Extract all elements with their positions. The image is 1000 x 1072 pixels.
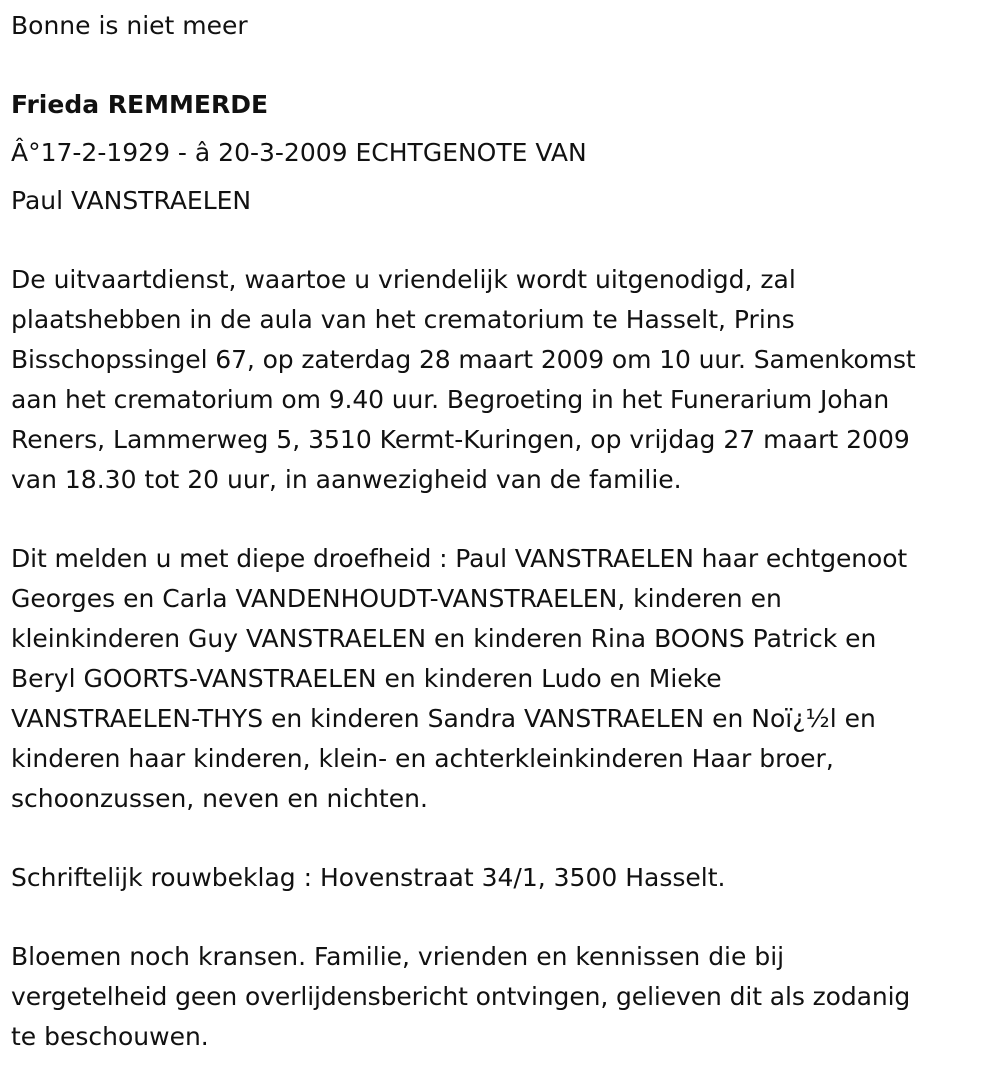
paragraph-line: Georges en Carla VANDENHOUDT-VANSTRAELEN, kinderen en	[11, 584, 782, 613]
ceremony-paragraph	[11, 260, 975, 500]
paragraph-line: kleinkinderen Guy VANSTRAELEN en kinderen Rina BOONS Patrick en	[11, 624, 877, 653]
paragraph-line: Reners, Lammerweg 5, 3510 Kermt-Kuringen, op vrijdag 27 maart 2009	[11, 425, 910, 454]
paragraph-line: Bloemen noch kransen. Familie, vrienden en kennissen die bij	[11, 942, 785, 971]
spacer	[11, 500, 975, 539]
life-dates: Â°17-2-1929 - â 20-3-2009 ECHTGENOTE VAN	[11, 138, 587, 167]
intro-line: Bonne is niet meer	[11, 11, 248, 40]
spouse-name: Paul VANSTRAELEN	[11, 186, 252, 215]
condolence-address: Schriftelijk rouwbeklag : Hovenstraat 34/1, 3500 Hasselt.	[11, 863, 726, 892]
paragraph-line: Beryl GOORTS-VANSTRAELEN en kinderen Ludo en Mieke	[11, 664, 722, 693]
paragraph-line: plaatshebben in de aula van het crematorium te Hasselt, Prins	[11, 305, 795, 334]
paragraph-line: VANSTRAELEN-THYS en kinderen Sandra VANSTRAELEN en Noï¿½l en	[11, 704, 876, 733]
family-paragraph	[11, 539, 975, 819]
paragraph-line: aan het crematorium om 9.40 uur. Begroeting in het Funerarium Johan	[11, 385, 890, 414]
paragraph-line: van 18.30 tot 20 uur, in aanwezigheid van de familie.	[11, 465, 682, 494]
paragraph-line: De uitvaartdienst, waartoe u vriendelijk wordt uitgenodigd, zal	[11, 265, 796, 294]
paragraph-line: Bisschopssingel 67, op zaterdag 28 maart 2009 om 10 uur. Samenkomst	[11, 345, 916, 374]
closing-paragraph	[11, 937, 975, 1057]
spacer	[11, 819, 975, 858]
spacer	[11, 898, 975, 937]
deceased-name: Frieda REMMERDE	[11, 90, 269, 119]
paragraph-line: kinderen haar kinderen, klein- en achterkleinkinderen Haar broer,	[11, 744, 834, 773]
paragraph-line: te beschouwen.	[11, 1022, 209, 1051]
paragraph-line: vergetelheid geen overlijdensbericht ontvingen, gelieven dit als zodanig	[11, 982, 911, 1011]
paragraph-line: schoonzussen, neven en nichten.	[11, 784, 428, 813]
spacer	[11, 221, 975, 260]
paragraph-line: Dit melden u met diepe droefheid : Paul VANSTRAELEN haar echtgenoot	[11, 544, 908, 573]
spacer	[11, 46, 975, 85]
